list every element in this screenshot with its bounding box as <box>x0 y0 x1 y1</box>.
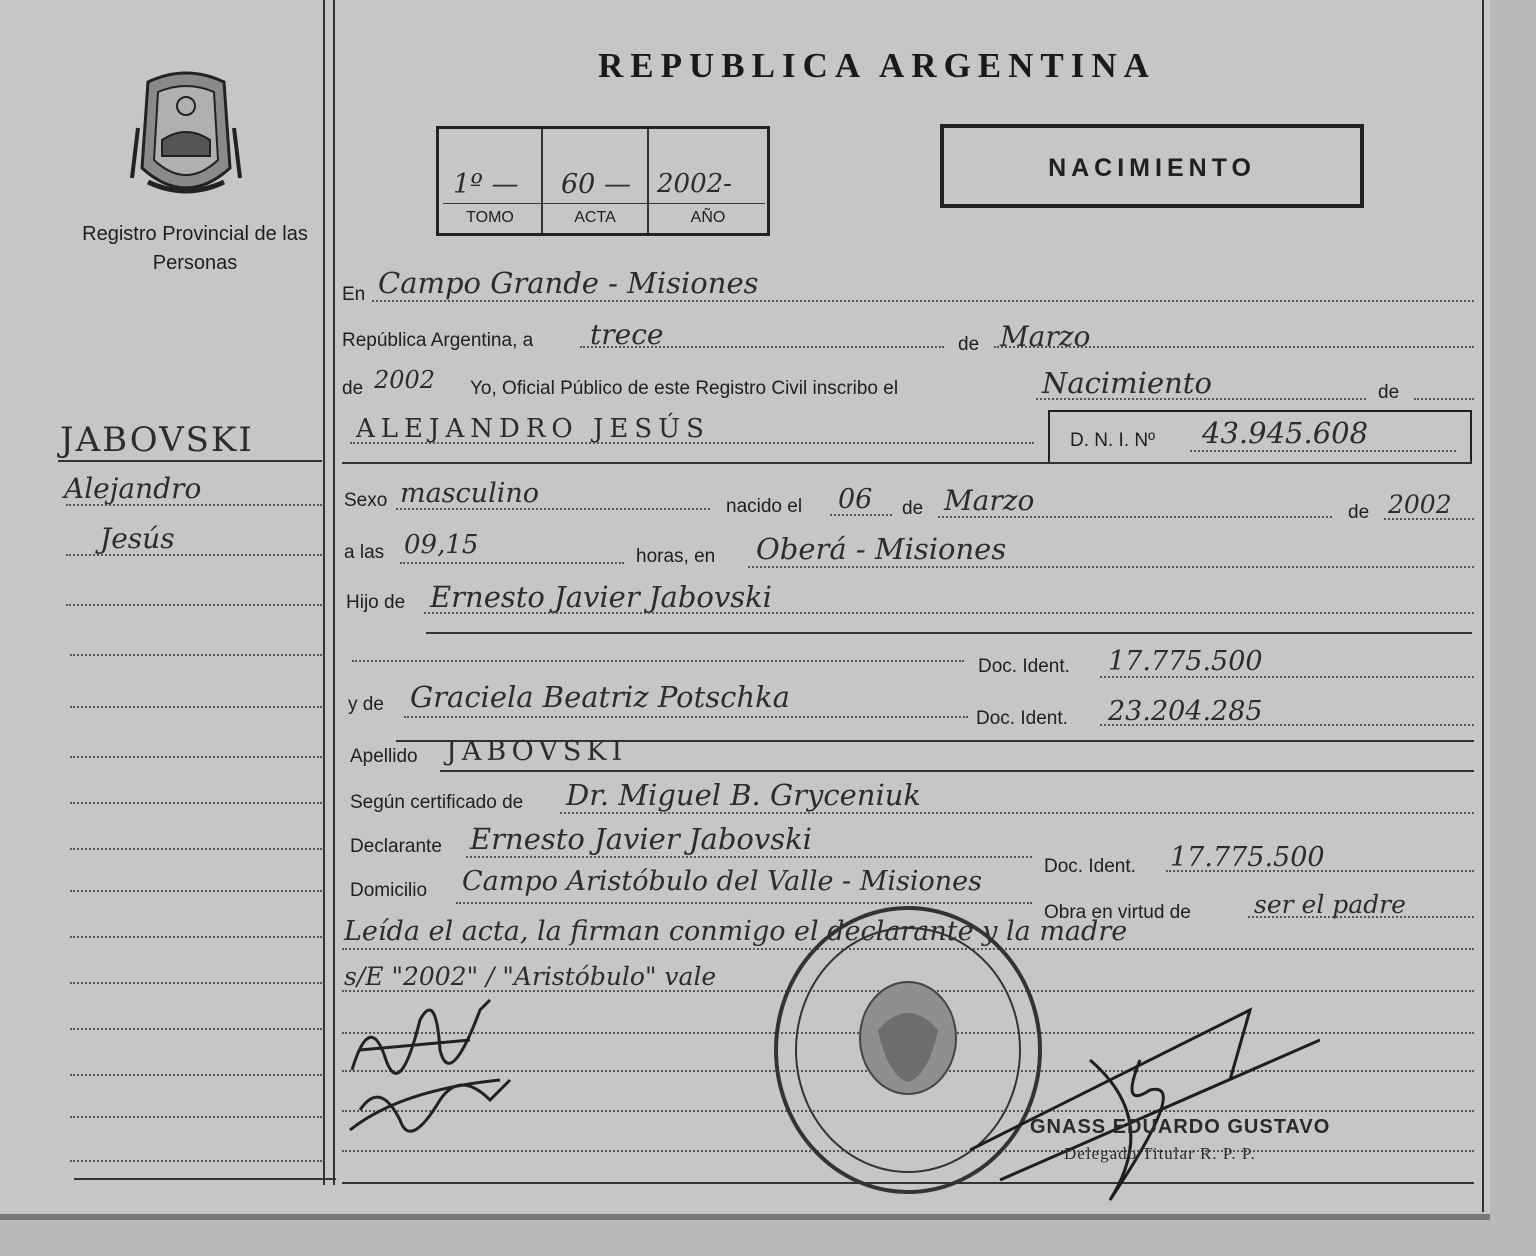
field-line <box>372 300 1474 302</box>
obra-label: Obra en virtud de <box>1044 902 1191 923</box>
doc-ident-label-3: Doc. Ident. <box>1044 856 1136 877</box>
de-label: de <box>958 334 980 355</box>
declarante-label: Declarante <box>350 836 442 857</box>
segun-label: Según certificado de <box>350 792 524 813</box>
section-divider <box>342 462 1472 464</box>
page-bottom-edge <box>0 1214 1490 1220</box>
person-name: ALEJANDRO JESÚS <box>356 414 710 444</box>
doc-ident-label: Doc. Ident. <box>978 656 1070 677</box>
obra-value: ser el padre <box>1254 890 1406 919</box>
field-line <box>1100 724 1474 726</box>
field-line <box>580 346 944 348</box>
record-box-baseline <box>443 203 765 204</box>
place-value: Campo Grande - Misiones <box>378 266 759 300</box>
republica-label: República Argentina, a <box>342 330 534 351</box>
father-doc: 17.775.500 <box>1108 646 1263 677</box>
mother-doc: 23.204.285 <box>1108 696 1263 727</box>
yde-label: y de <box>348 694 384 715</box>
note-line-2: s/E "2002" / "Aristóbulo" vale <box>344 962 717 991</box>
signature-official-icon <box>960 1000 1320 1210</box>
tomo-value: 1º — <box>453 169 519 200</box>
signature-declarante-icon <box>340 980 540 1170</box>
registry-name: Registro Provincial de las Personas <box>82 223 308 274</box>
field-line <box>1100 676 1474 678</box>
en-label: En <box>342 284 366 305</box>
doc-ident-label-2: Doc. Ident. <box>976 708 1068 729</box>
field-line <box>830 514 892 516</box>
margin-line <box>70 802 322 804</box>
margin-line <box>58 460 322 462</box>
field-line <box>352 660 964 662</box>
margin-line <box>70 1116 322 1118</box>
note-line-1: Leída el acta, la firman conmigo el declarante y la madre <box>344 916 1128 947</box>
margin-surname: JABOVSKI <box>60 420 254 460</box>
birth-place: Oberá - Misiones <box>756 532 1007 566</box>
acta-value: 60 — <box>561 169 631 200</box>
field-line <box>1414 398 1474 400</box>
inscribe-value: Nacimiento <box>1042 366 1212 400</box>
apellido-value: JABOVSKI <box>446 736 628 767</box>
field-line <box>1036 398 1366 400</box>
de-label-3: de <box>1378 382 1400 403</box>
record-number-box <box>436 126 770 236</box>
declarante-value: Ernesto Javier Jabovski <box>470 822 812 856</box>
month-value: Marzo <box>1000 320 1091 353</box>
right-border <box>1482 0 1484 1212</box>
margin-line <box>70 890 322 892</box>
field-line <box>350 442 1034 444</box>
record-type-box <box>940 124 1364 208</box>
margin-line <box>70 654 322 656</box>
sexo-value: masculino <box>400 478 539 509</box>
alas-label: a las <box>344 542 385 563</box>
dni-value: 43.945.608 <box>1202 416 1369 450</box>
anio-value: 2002- <box>657 169 732 199</box>
field-line <box>938 516 1332 518</box>
day-value: trece <box>590 318 664 351</box>
margin-line <box>70 1074 322 1076</box>
nacido-label: nacido el <box>726 496 803 517</box>
section-divider <box>426 632 1472 634</box>
hijo-label: Hijo de <box>346 592 406 613</box>
birth-day: 06 <box>838 484 873 515</box>
field-line <box>560 812 1474 814</box>
domicilio-value: Campo Aristóbulo del Valle - Misiones <box>462 866 983 897</box>
field-line <box>748 566 1474 568</box>
father-name: Ernesto Javier Jabovski <box>430 580 772 614</box>
field-line <box>1166 870 1474 872</box>
left-margin-divider-2 <box>333 0 335 1185</box>
field-line <box>424 612 1474 614</box>
apellido-label: Apellido <box>350 746 418 767</box>
margin-line <box>70 756 322 758</box>
domicilio-label: Domicilio <box>350 880 428 901</box>
dni-label: D. N. I. Nº <box>1070 430 1156 451</box>
sexo-label: Sexo <box>344 490 388 511</box>
yo-label: Yo, Oficial Público de este Registro Civil inscribo el <box>470 378 899 399</box>
field-line <box>466 856 1032 858</box>
acta-label: ACTA <box>574 209 616 226</box>
field-line <box>1248 916 1474 918</box>
margin-line <box>70 848 322 850</box>
de-label-5: de <box>1348 502 1370 523</box>
field-line <box>994 346 1474 348</box>
field-line <box>396 508 710 510</box>
margin-second-name: Jesús <box>100 522 175 555</box>
anio-label: AÑO <box>690 209 726 226</box>
official-title: Delegado Titular R. P. P. <box>1064 1144 1256 1163</box>
margin-line <box>66 604 322 606</box>
official-name: GNASS EDUARDO GUSTAVO <box>1030 1116 1331 1138</box>
birth-month: Marzo <box>944 484 1035 517</box>
record-type-label: NACIMIENTO <box>1048 154 1256 182</box>
section-divider <box>440 770 1474 772</box>
horas-label: horas, en <box>636 546 716 567</box>
margin-line <box>70 936 322 938</box>
margin-line <box>74 1178 336 1180</box>
page-title: REPUBLICA ARGENTINA <box>598 46 1156 85</box>
year-value: 2002 <box>374 366 436 394</box>
declarante-doc: 17.775.500 <box>1170 842 1325 873</box>
tomo-label: TOMO <box>466 209 514 226</box>
field-line <box>404 716 968 718</box>
provincial-seal-icon <box>128 68 244 202</box>
margin-line <box>70 1160 322 1162</box>
left-margin-divider <box>323 0 325 1185</box>
margin-first-name: Alejandro <box>64 472 202 505</box>
field-line <box>400 562 624 564</box>
margin-line <box>70 1028 322 1030</box>
de-label-4: de <box>902 498 924 519</box>
margin-line <box>70 706 322 708</box>
margin-line <box>70 982 322 984</box>
mother-name: Graciela Beatriz Potschka <box>410 680 790 714</box>
field-line <box>1190 450 1456 452</box>
dni-box <box>1048 410 1472 464</box>
birth-time: 09,15 <box>404 530 479 560</box>
certificate-value: Dr. Miguel B. Gryceniuk <box>566 778 921 812</box>
de-year-label: de <box>342 378 364 399</box>
field-line <box>1384 518 1474 520</box>
birth-year: 2002 <box>1388 490 1452 519</box>
